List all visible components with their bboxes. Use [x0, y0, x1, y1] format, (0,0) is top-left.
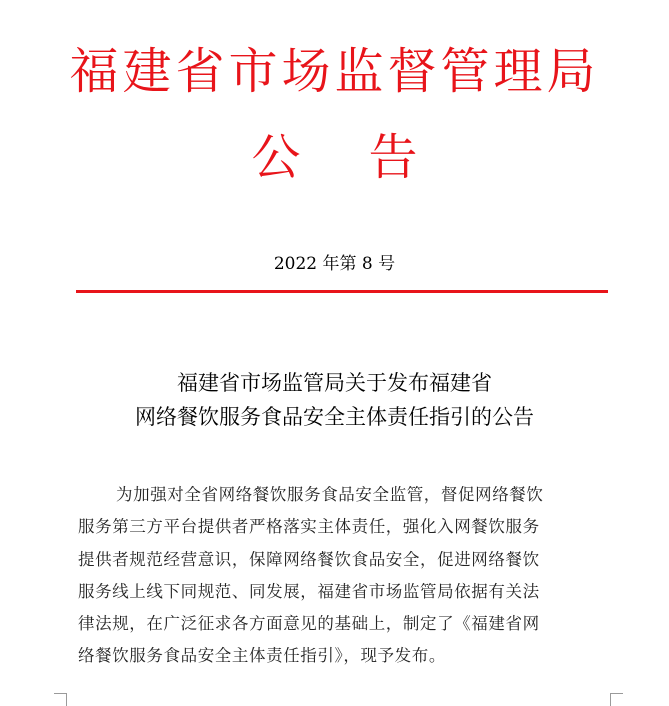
issuing-organization-header: 福建省市场监督管理局: [69, 43, 600, 100]
page-corner-mark-left: [54, 693, 67, 706]
document-type-header: [0, 128, 669, 188]
document-number: 2022 年第 8 号: [273, 254, 396, 274]
doc-type-char-2: 告: [368, 129, 418, 186]
announcement-body: [78, 479, 600, 673]
body-line-4: 服务线上线下同规范、同发展，福建省市场监管局依据有关法: [78, 581, 540, 601]
body-line-1: 为加强对全省网络餐饮服务食品安全监管，督促网络餐饮: [116, 485, 544, 504]
title-line-1: 福建省市场监管局关于发布福建省: [177, 371, 492, 395]
body-line-6: 络餐饮服务食品安全主体责任指引》，现予发布。: [78, 646, 446, 666]
page-corner-mark-right: [610, 693, 623, 706]
doc-type-char-1: 公: [251, 129, 301, 186]
title-line-2: 网络餐饮服务食品安全主体责任指引的公告: [135, 405, 534, 429]
announcement-title: [40, 366, 629, 434]
body-line-2: 服务第三方平台提供者严格落实主体责任，强化入网餐饮服务: [78, 517, 540, 537]
body-line-3: 提供者规范经营意识，保障网络餐饮食品安全，促进网络餐饮: [78, 549, 540, 569]
body-line-5: 律法规，在广泛征求各方面意见的基础上，制定了《福建省网: [78, 614, 540, 634]
red-separator-line: [76, 290, 608, 293]
